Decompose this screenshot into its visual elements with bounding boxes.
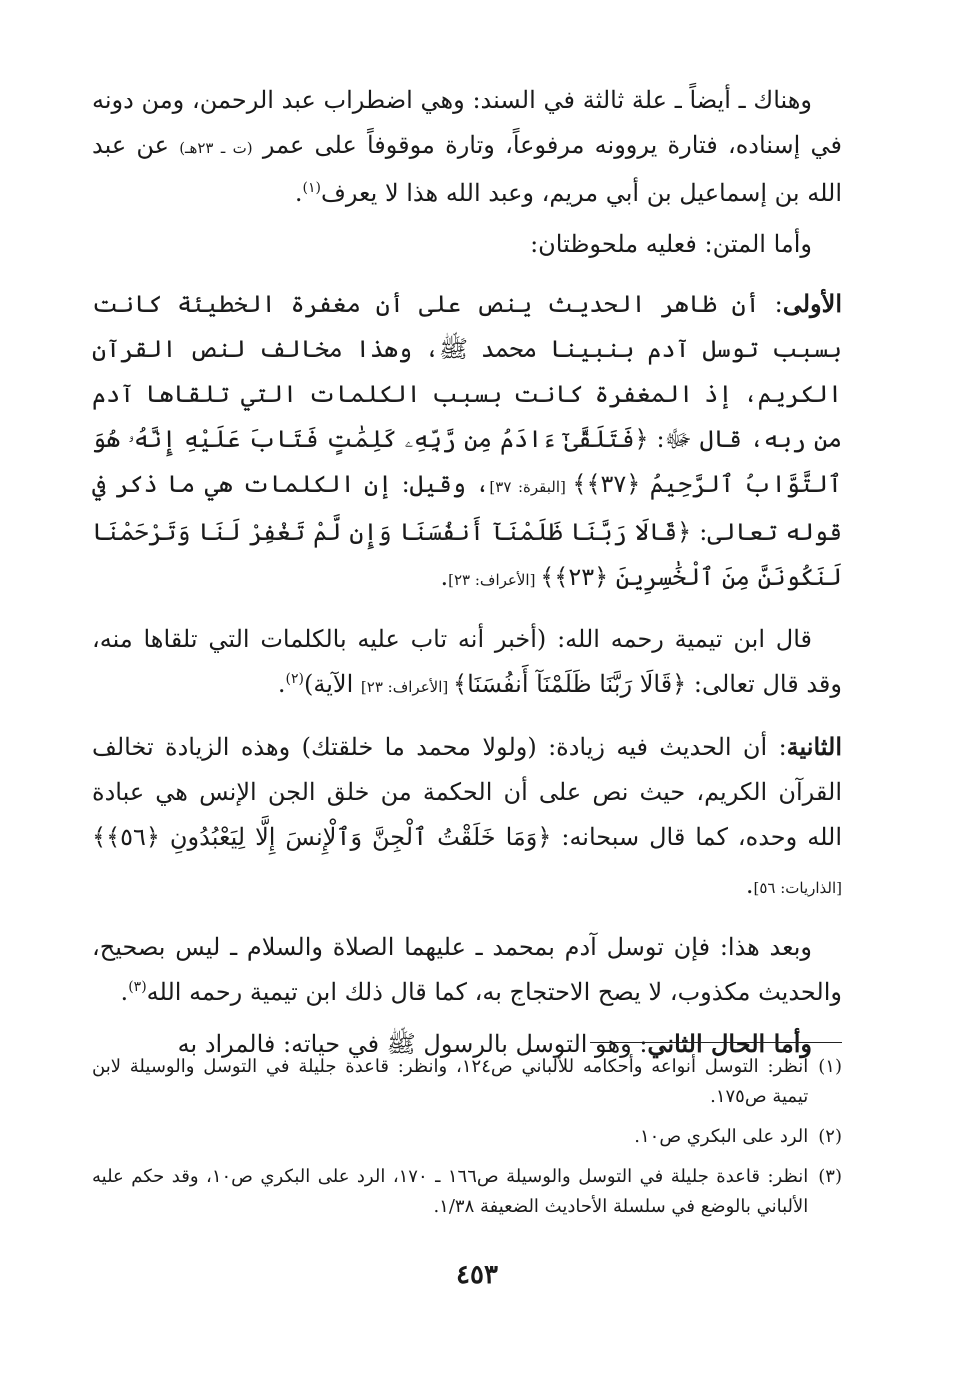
quran-verse-araf-23: ﴿قَالَا رَبَّنَا ظَلَمْنَآ أَنفُسَنَا وَإِن لَّمْ تَغْفِرْ لَنَا وَتَرْحَمْنَا لَنَكُونَنَّ مِنَ ٱلْخَٰسِرِينَ ﴿٢٣﴾﴾	[92, 518, 842, 591]
quran-verse-araf-23-short: ﴿قَالَا رَبَّنَا ظَلَمْنَآ أَنفُسَنَا﴾	[453, 670, 687, 698]
verse-reference: [الأعراف: ٢٣]	[360, 678, 453, 696]
bold-label-second: الثانية	[786, 732, 842, 761]
quran-verse-baqara-37: ﴿فَتَلَقَّىٰٓ ءَادَمُ مِن رَّبِّهِۦ كَلِمَٰتٍ فَتَابَ عَلَيْهِ إِنَّهُۥ هُوَ ٱلتَّوَّابُ ٱلرَّحِيمُ ﴿٣٧﴾﴾	[92, 425, 842, 498]
text: وبعد هذا: فإن توسل آدم بمحمد ـ عليهما الصلاة والسلام ـ ليس بصحيح، والحديث مكذوب، لا يصح الاحتجاج به، كما قال ذلك ابن تيمية رحمه الله	[92, 933, 842, 1006]
text: .	[440, 563, 449, 591]
footnote-number: (٣)	[818, 1166, 842, 1187]
paragraph-matn-heading	[92, 222, 842, 267]
text: : وهو التوسل بالرسول ﷺ في حياته: فالمراد به	[177, 1030, 648, 1058]
footnote-text: انظر: التوسل أنواعه وأحكامه للألباني ص١٢٤، وانظر: قاعدة جليلة في التوسل والوسيلة لابن تيمية ص١٧٥.	[92, 1056, 809, 1107]
bold-label-second-case: وأما الحال الثاني	[647, 1029, 812, 1058]
paragraph-sanad-illa	[92, 78, 842, 216]
text: .	[745, 871, 754, 899]
verse-reference: [الأعراف: ٢٣]	[448, 571, 541, 589]
verse-reference: [البقرة: ٣٧]	[489, 478, 573, 496]
footnote-item	[92, 1162, 842, 1222]
footnote-item	[92, 1122, 842, 1152]
text: الآية)	[304, 670, 361, 698]
quran-verse-dhariyat-56: ﴿وَمَا خَلَقْتُ ٱلْجِنَّ وَٱلْإِنسَ إِلَّا لِيَعْبُدُونِ ﴿٥٦﴾﴾	[92, 823, 552, 851]
footnote-marker-1[interactable]: (١)	[302, 180, 321, 196]
text: .	[120, 978, 129, 1006]
text: .	[294, 179, 303, 207]
footnote-item	[92, 1052, 842, 1112]
footnote-marker-3[interactable]: (٣)	[128, 979, 147, 995]
footnote-text: انظر: قاعدة جليلة في التوسل والوسيلة ص١٦٦ ـ ١٧٠، الرد على البكري ص١٠، وقد حكم عليه الألباني بالوضع في سلسلة الأحاديث الضعيفة ١/٣٨.	[92, 1166, 809, 1217]
text: عن عبد الله بن إسماعيل بن أبي مريم، وعبد الله هذا لا يعرف	[92, 131, 842, 207]
text: وأما المتن: فعليه ملحوظتان:	[530, 230, 812, 258]
footnotes	[92, 1052, 842, 1232]
text: : أن ظاهر الحديث ينص على أن مغفرة الخطيئة كانت بسبب توسل آدم بنبينا محمد ﷺ، وهذا مخالف لنص القرآن الكريم، إذ المغفرة كانت بسبب الكلمات التي تلقاها آدم من ربه، قال ﷻ:	[92, 290, 843, 453]
paragraph-conclusion	[92, 925, 842, 1015]
text: وهناك ـ أيضاً ـ علة ثالثة في السند: وهي اضطراب عبد الرحمن، ومن دونه في إسناده، فتارة يروونه مرفوعاً، وتارة موقوفاً على عمر	[92, 86, 843, 159]
footnote-marker-2[interactable]: (٢)	[285, 671, 304, 687]
paragraph-ibn-taymiyyah-quote	[92, 617, 842, 710]
verse-reference: [الذاريات: ٥٦]	[753, 879, 842, 897]
text: : أن الحديث فيه زيادة: (ولولا محمد ما خلقتك) وهذه الزيادة تخالف القرآن الكريم، حيث نص على أن الحكمة من خلق الجن الإنس هي عبادة الله وحده، كما قال سبحانه:	[92, 733, 842, 851]
paragraph-first-remark	[92, 281, 842, 603]
text: .	[277, 670, 286, 698]
footnote-divider	[590, 1042, 842, 1043]
paragraph-second-remark	[92, 724, 842, 911]
bold-label-first: الأولى	[782, 289, 842, 318]
text: ، وقيل: إن الكلمات هي ما ذكر في قوله تعالى:	[92, 470, 842, 546]
footnote-number: (٢)	[818, 1126, 842, 1147]
text: قال ابن تيمية رحمه الله: (أخبر أنه تاب عليه بالكلمات التي تلقاها منه، وقد قال تعالى:	[92, 625, 842, 698]
death-date-ref: (ت ـ ٢٣هـ)	[179, 139, 253, 157]
footnote-number: (١)	[818, 1056, 842, 1077]
page-number: ٤٥٣	[456, 1260, 498, 1290]
footnote-text: الرد على البكري ص١٠.	[634, 1126, 809, 1147]
page-body	[92, 78, 842, 1067]
